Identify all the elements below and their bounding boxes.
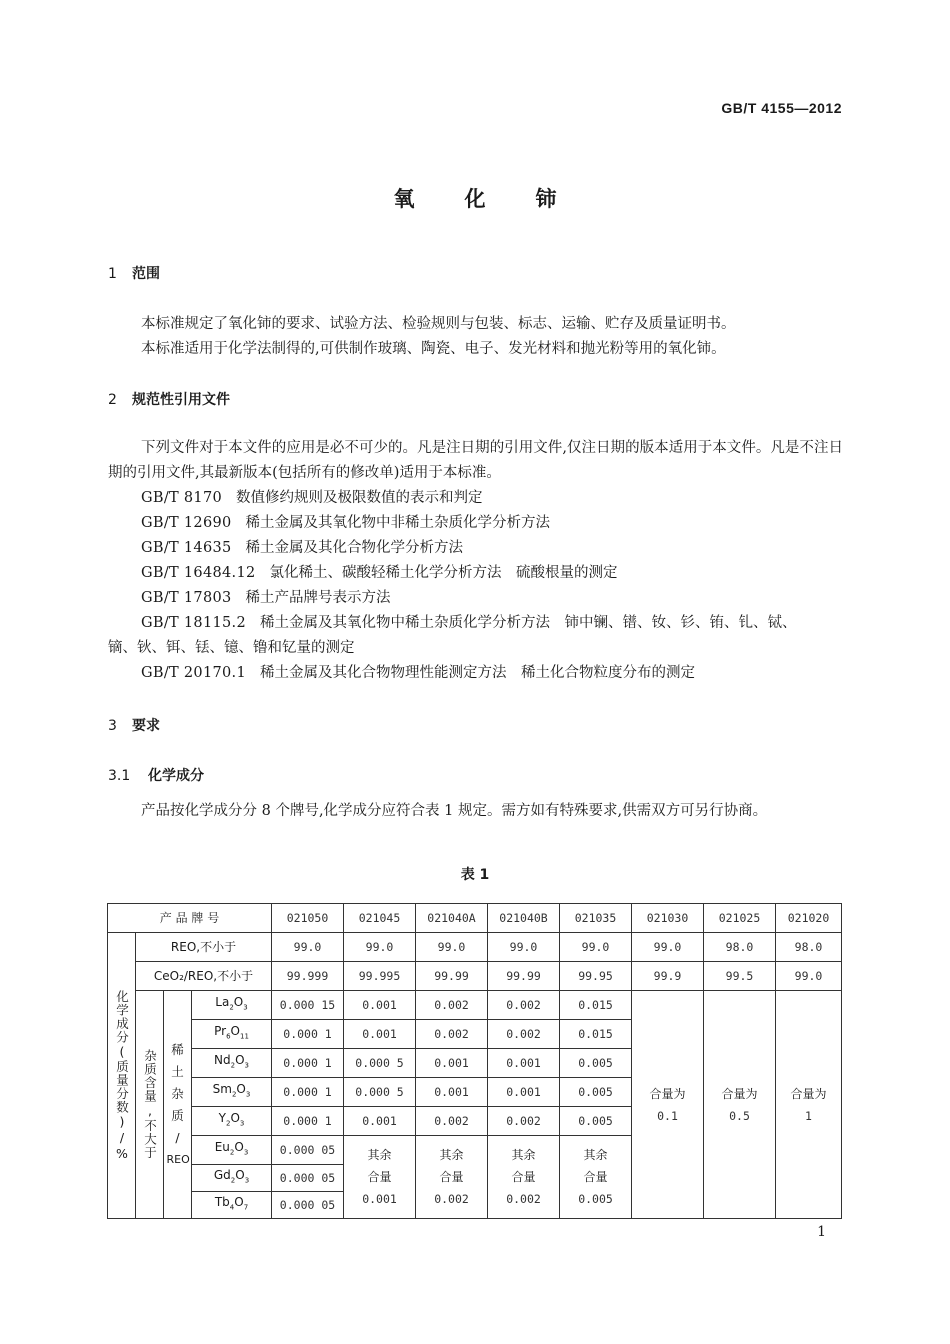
reo-value: 99.0 <box>416 933 488 962</box>
ceo2-value: 99.9 <box>632 962 704 991</box>
ceo2-value: 99.99 <box>416 962 488 991</box>
reo-value: 99.0 <box>344 933 416 962</box>
rest-total-cell: 其余 合量 0.005 <box>560 1136 632 1219</box>
section-3-1-heading <box>108 765 204 785</box>
oxide-formula: $Gd_2O_3$ <box>192 1165 272 1192</box>
rest-total-cell: 其余 合量 0.002 <box>416 1136 488 1219</box>
impurity-label: 杂质含量,不大于 <box>142 1049 158 1160</box>
impurity-value: 0.002 <box>488 1107 560 1136</box>
composition-table <box>107 903 842 1219</box>
grade-cell: 021040B <box>488 904 560 933</box>
impurity-value: 0.001 <box>488 1049 560 1078</box>
impurity-value: 0.002 <box>488 1020 560 1049</box>
section-1-heading <box>108 263 160 283</box>
reference-item: GB/T 18115.2 稀土金属及其氧化物中稀土杂质化学分析方法 铈中镧、镨、钕、钐、铕、钆、铽、 <box>141 615 797 631</box>
impurity-value: 0.002 <box>416 1107 488 1136</box>
grade-cell: 021050 <box>272 904 344 933</box>
document-title <box>0 183 950 213</box>
rest-total-cell: 其余 合量 0.002 <box>488 1136 560 1219</box>
side-label-cell <box>108 933 136 1219</box>
impurity-value: 0.005 <box>560 1049 632 1078</box>
impurity-value: 0.015 <box>560 991 632 1020</box>
grade-cell: 021020 <box>776 904 842 933</box>
table-row <box>108 904 842 933</box>
table-caption: 表 1 <box>460 867 490 883</box>
oxide-formula: $Tb_4O_7$ <box>192 1192 272 1219</box>
impurity-value: 0.000 1 <box>272 1049 344 1078</box>
grade-cell: 021040A <box>416 904 488 933</box>
table-row <box>108 962 842 991</box>
section-title: 要求 <box>132 718 160 734</box>
impurity-value: 0.001 <box>416 1049 488 1078</box>
ceo2-value: 99.95 <box>560 962 632 991</box>
paragraph: 本标准规定了氧化铈的要求、试验方法、检验规则与包装、标志、运输、贮存及质量证明书。 <box>141 316 736 332</box>
reference-item: GB/T 20170.1 稀土金属及其化合物物理性能测定方法 稀土化合物粒度分布的测定 <box>141 665 695 681</box>
impurity-value: 0.000 5 <box>344 1049 416 1078</box>
impurity-value: 0.005 <box>560 1078 632 1107</box>
impurity-value: 0.001 <box>344 1020 416 1049</box>
oxide-formula: $Sm_2O_3$ <box>192 1078 272 1107</box>
reo-value: 99.0 <box>560 933 632 962</box>
standard-code: GB/T 4155—2012 <box>721 100 842 116</box>
impurity-value: 0.000 5 <box>344 1078 416 1107</box>
paragraph: 下列文件对于本文件的应用是必不可少的。凡是注日期的引用文件,仅注日期的版本适用于本文件。凡是不注日期的引用文件,其最新版本(包括所有的修改单)适用于本标准。 <box>108 440 843 481</box>
reference-item: GB/T 17803 稀土产品牌号表示方法 <box>141 590 391 606</box>
reference-list <box>108 486 843 686</box>
impurity-value: 0.001 <box>344 991 416 1020</box>
title-char: 铈 <box>535 187 557 211</box>
reference-item: GB/T 8170 数值修约规则及极限数值的表示和判定 <box>141 490 483 506</box>
impurity-value: 0.005 <box>560 1107 632 1136</box>
oxide-formula: $Nd_2O_3$ <box>192 1049 272 1078</box>
impurity-value: 0.000 05 <box>272 1136 344 1165</box>
paragraph: 本标准适用于化学法制得的,可供制作玻璃、陶瓷、电子、发光材料和抛光粉等用的氧化铈。 <box>141 341 726 357</box>
impurity-value: 0.000 05 <box>272 1192 344 1219</box>
ceo2-value: 99.995 <box>344 962 416 991</box>
reference-item-continued: 镝、钬、铒、铥、镱、镥和钇量的测定 <box>108 640 355 656</box>
impurity-value: 0.002 <box>416 1020 488 1049</box>
impurity-value: 0.002 <box>416 991 488 1020</box>
section-title: 规范性引用文件 <box>132 392 230 408</box>
re-impurity-label-cell <box>164 991 192 1219</box>
section-number: 1 <box>108 266 117 282</box>
ceo2-value: 99.0 <box>776 962 842 991</box>
impurity-value: 0.001 <box>488 1078 560 1107</box>
section-1-body <box>108 312 843 362</box>
grade-cell: 021025 <box>704 904 776 933</box>
section-number: 3.1 <box>108 768 131 784</box>
reference-item: GB/T 12690 稀土金属及其氧化物中非稀土杂质化学分析方法 <box>141 515 551 531</box>
impurity-value: 0.002 <box>488 991 560 1020</box>
oxide-formula: $Y_2O_3$ <box>192 1107 272 1136</box>
section-2-intro <box>108 436 843 486</box>
page-number: 1 <box>817 1224 826 1240</box>
oxide-formula: $La_2O_3$ <box>192 991 272 1020</box>
table-row <box>108 991 842 1020</box>
ceo2-value: 99.999 <box>272 962 344 991</box>
oxide-formula: $Pr_6O_{11}$ <box>192 1020 272 1049</box>
impurity-value: 0.000 1 <box>272 1078 344 1107</box>
re-impurity-label: 稀 土 杂 质 / REO <box>166 1041 190 1166</box>
grade-cell: 021045 <box>344 904 416 933</box>
grade-cell: 021030 <box>632 904 704 933</box>
reo-label: REO,不小于 <box>136 933 272 962</box>
total-cell: 合量为 1 <box>776 991 842 1219</box>
reo-value: 99.0 <box>632 933 704 962</box>
ceo2-value: 99.5 <box>704 962 776 991</box>
oxide-formula: $Eu_2O_3$ <box>192 1136 272 1165</box>
reo-value: 99.0 <box>272 933 344 962</box>
title-char: 氧 <box>393 187 415 211</box>
section-3-1-body <box>108 799 843 824</box>
total-cell: 合量为 0.1 <box>632 991 704 1219</box>
section-number: 2 <box>108 392 117 408</box>
grade-cell: 021035 <box>560 904 632 933</box>
impurity-value: 0.015 <box>560 1020 632 1049</box>
impurity-value: 0.000 05 <box>272 1165 344 1192</box>
rest-total-cell: 其余 合量 0.001 <box>344 1136 416 1219</box>
reo-value: 98.0 <box>704 933 776 962</box>
table-row <box>108 933 842 962</box>
impurity-value: 0.000 1 <box>272 1020 344 1049</box>
section-title: 范围 <box>132 266 160 282</box>
total-cell: 合量为 0.5 <box>704 991 776 1219</box>
reference-item: GB/T 14635 稀土金属及其化合物化学分析方法 <box>141 540 464 556</box>
impurity-value: 0.000 1 <box>272 1107 344 1136</box>
section-title: 化学成分 <box>148 768 204 784</box>
reo-value: 99.0 <box>488 933 560 962</box>
ceo2-value: 99.99 <box>488 962 560 991</box>
paragraph: 产品按化学成分分 8 个牌号,化学成分应符合表 1 规定。需方如有特殊要求,供需双方可另行协商。 <box>141 803 768 819</box>
section-number: 3 <box>108 718 117 734</box>
ceo2-label: CeO₂/REO,不小于 <box>136 962 272 991</box>
reo-value: 98.0 <box>776 933 842 962</box>
impurity-value: 0.001 <box>416 1078 488 1107</box>
impurity-value: 0.000 15 <box>272 991 344 1020</box>
title-char: 化 <box>464 187 486 211</box>
section-2-heading <box>108 389 230 409</box>
grade-label: 产 品 牌 号 <box>108 904 272 933</box>
side-label: 化学成分(质量分数)/% <box>114 989 130 1162</box>
impurity-value: 0.001 <box>344 1107 416 1136</box>
impurity-label-cell <box>136 991 164 1219</box>
reference-item: GB/T 16484.12 氯化稀土、碳酸轻稀土化学分析方法 硫酸根量的测定 <box>141 565 618 581</box>
section-3-heading <box>108 715 160 735</box>
